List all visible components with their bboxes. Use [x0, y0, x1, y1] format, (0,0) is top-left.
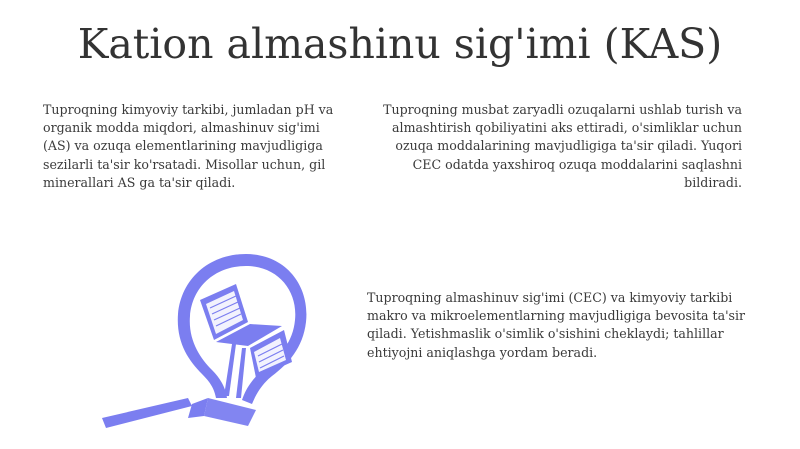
paragraph-right: Tuproqning musbat zaryadli ozuqalarni ushlab turish va almashtirish qobiliyatini aks ettiradi, o'simliklar uchun ozuqa moddalarining mavjudligiga ta'sir qiladi. Yuqori CEC odatda yaxshiroq ozuqa moddalarini saqlashni bildiradi.: [383, 102, 742, 190]
lightbulb-with-book-icon: [96, 248, 326, 430]
paragraph-left: Tuproqning kimyoviy tarkibi, jumladan pH va organik modda miqdori, almashinuv sig'imi (AS) va ozuqa elementlarining mavjudligiga sezilarli ta'sir ko'rsatadi. Misollar uchun, gil minerallari AS ga ta'sir qiladi.: [43, 102, 334, 190]
paragraph-bottom: Tuproqning almashinuv sig'imi (CEC) va kimyoviy tarkibi makro va mikroelementlarning mavjudligiga bevosita ta'sir qiladi. Yetishmaslik o'simlik o'sishini cheklaydi; tahlillar ehtiyojni aniqlashga yordam beradi.: [367, 290, 746, 360]
slide-title: Kation almashinu sig'imi (KAS): [77, 20, 723, 68]
